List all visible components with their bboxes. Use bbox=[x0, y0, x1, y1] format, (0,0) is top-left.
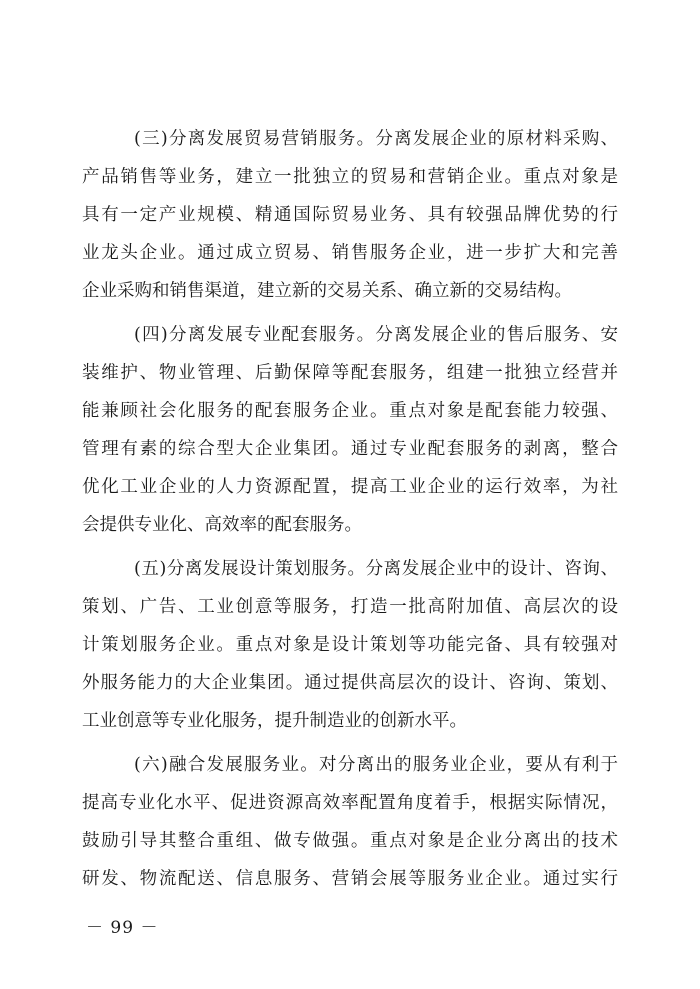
text-line: 具有一定产业规模、精通国际贸易业务、具有较强品牌优势的行 bbox=[82, 205, 618, 225]
paragraph-integrated-services bbox=[82, 746, 618, 898]
text-line: 能兼顾社会化服务的配套服务企业。重点对象是配套能力较强、 bbox=[82, 401, 618, 421]
text-line: 研发、物流配送、信息服务、营销会展等服务业企业。通过实行 bbox=[82, 869, 618, 889]
text-line: 优化工业企业的人力资源配置，提高工业企业的运行效率，为社 bbox=[82, 477, 618, 497]
text-line: (五)分离发展设计策划服务。分离发展企业中的设计、咨询、 bbox=[134, 559, 618, 579]
text-line: 提高专业化水平、促进资源高效率配置角度着手，根据实际情况， bbox=[82, 793, 618, 813]
text-line: 鼓励引导其整合重组、做专做强。重点对象是企业分离出的技术 bbox=[82, 831, 618, 851]
text-line: 策划、广告、工业创意等服务，打造一批高附加值、高层次的设 bbox=[82, 597, 618, 617]
text-line: (六)融合发展服务业。对分离出的服务业企业，要从有利于 bbox=[134, 755, 618, 775]
text-line: 工业创意等专业化服务，提升制造业的创新水平。 bbox=[82, 711, 467, 731]
text-line: 装维护、物业管理、后勤保障等配套服务，组建一批独立经营并 bbox=[82, 363, 618, 383]
paragraph-design-planning bbox=[82, 550, 618, 740]
text-line: (四)分离发展专业配套服务。分离发展企业的售后服务、安 bbox=[134, 325, 618, 345]
text-line: 管理有素的综合型大企业集团。通过专业配套服务的剥离，整合 bbox=[82, 439, 618, 459]
text-line: 计策划服务企业。重点对象是设计策划等功能完备、具有较强对 bbox=[82, 635, 618, 655]
document-body bbox=[82, 120, 618, 904]
text-line: (三)分离发展贸易营销服务。分离发展企业的原材料采购、 bbox=[134, 129, 618, 149]
text-line: 业龙头企业。通过成立贸易、销售服务企业，进一步扩大和完善 bbox=[82, 243, 618, 263]
text-line: 企业采购和销售渠道，建立新的交易关系、确立新的交易结构。 bbox=[82, 281, 572, 301]
paragraph-trade-marketing bbox=[82, 120, 618, 310]
text-line: 外服务能力的大企业集团。通过提供高层次的设计、咨询、策划、 bbox=[82, 673, 618, 693]
text-line: 产品销售等业务，建立一批独立的贸易和营销企业。重点对象是 bbox=[82, 167, 618, 187]
paragraph-supporting-services bbox=[82, 316, 618, 544]
page-number: － 99 － bbox=[86, 918, 159, 938]
text-line: 会提供专业化、高效率的配套服务。 bbox=[82, 515, 362, 535]
